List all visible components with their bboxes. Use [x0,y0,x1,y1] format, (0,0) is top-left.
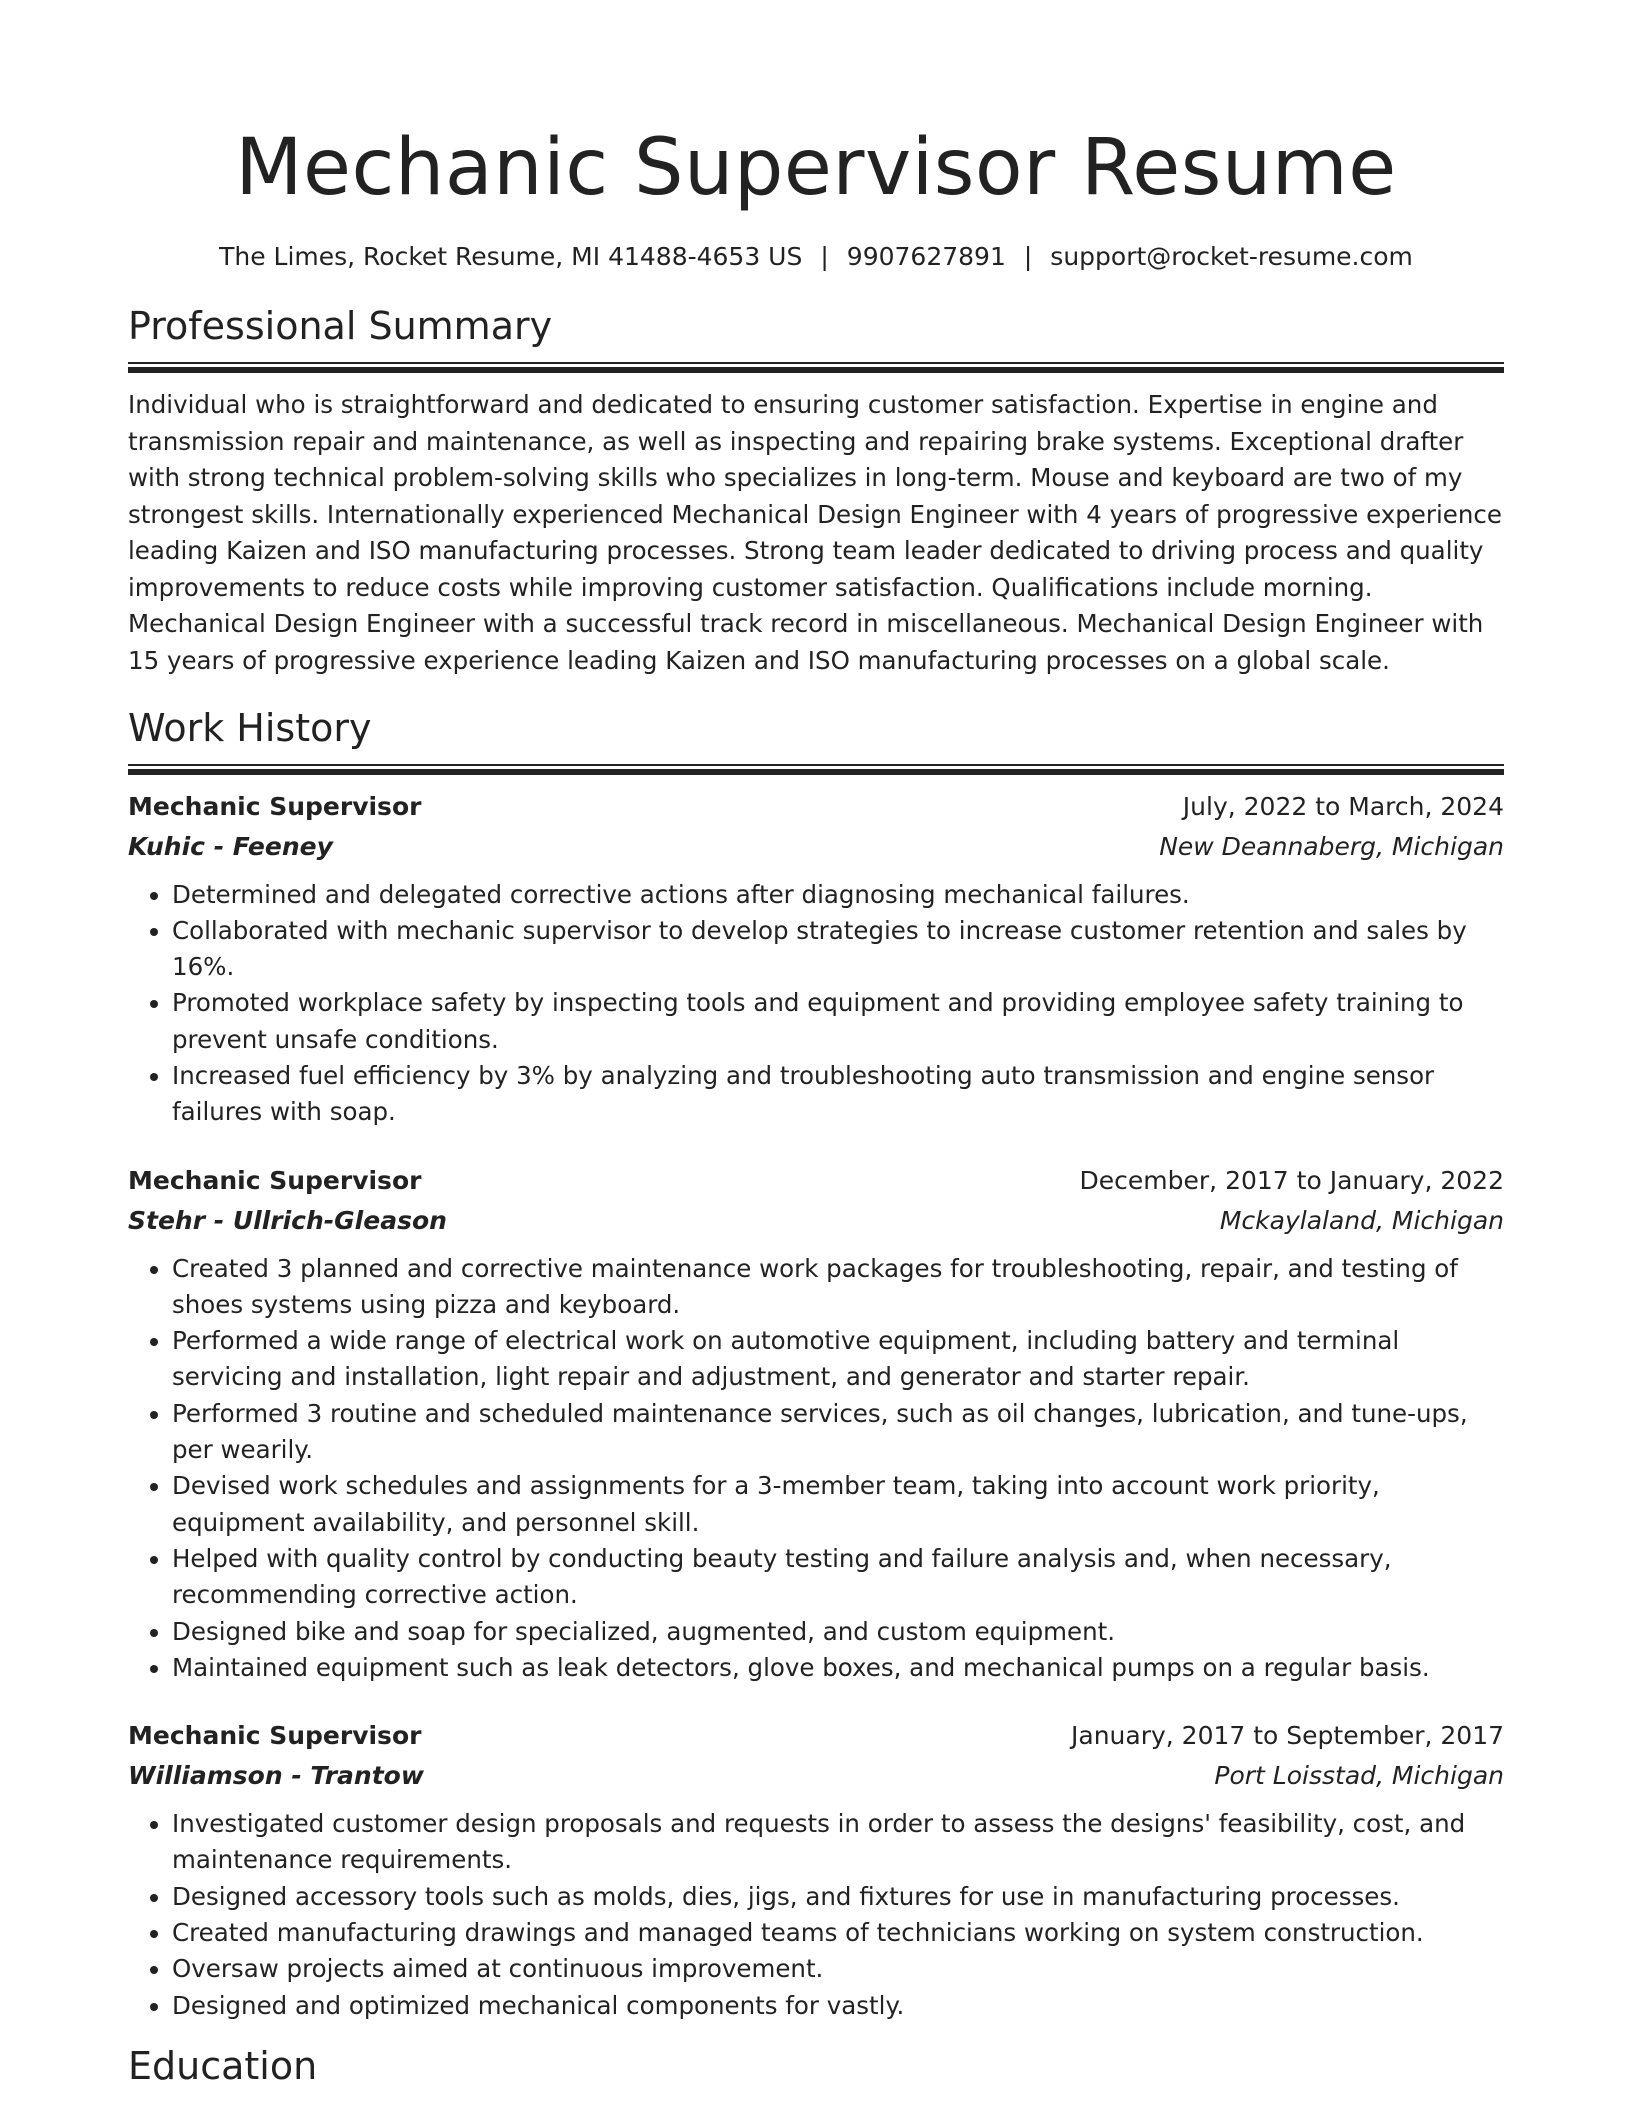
summary-text: Individual who is straightforward and dedicated to ensuring customer satisfaction. Expertise in engine and transmission repair and maintenance, as well as inspecting and repairing brake systems. Exceptional drafter with strong technical problem-solving skills who specializes in long-term. Mouse and keyboard are two of my strongest skills. Internationally experienced Mechanical Design Engineer with 4 years of progressive experience leading Kaizen and ISO manufacturing processes. Strong team leader dedicated to driving process and quality improvements to reduce costs while improving customer satisfaction. Qualifications include morning. Mechanical Design Engineer with a successful track record in miscellaneous. Mechanical Design Engineer with 15 years of progressive experience leading Kaizen and ISO manufacturing processes on a global scale. [128,390,1502,675]
job-header-row [128,1716,1504,1756]
job-bullets [128,1806,1504,2024]
list-item: • Performed a wide range of electrical work on automotive equipment, including battery and terminal servicing and installation, light repair and adjustment, and generator and starter repair. [172,1323,1504,1396]
job-dates: December, 2017 to January, 2022 [1079,1165,1504,1195]
contact-phone: 9907627891 [846,242,1006,271]
education-section [128,2042,1504,2090]
job-location: Mckaylaland, Michigan [1219,1205,1504,1235]
job-location: Port Loisstad, Michigan [1214,1761,1504,1791]
job-company-row [128,1756,1504,1796]
job-entry [128,787,1504,1131]
section-heading-work: Work History [128,705,372,750]
job-company-row [128,827,1504,867]
job-entry [128,1161,1504,1687]
list-item: • Collaborated with mechanic supervisor to develop strategies to increase customer retention and sales by 16%. [172,913,1504,986]
contact-line [128,240,1504,274]
job-company: Stehr - Ullrich-Gleason [128,1205,447,1235]
section-divider [128,764,1504,775]
job-header-row [128,1161,1504,1201]
list-item: • Determined and delegated corrective actions after diagnosing mechanical failures. [172,877,1504,913]
list-item: • Promoted workplace safety by inspecting tools and equipment and providing employee safety training to prevent unsafe conditions. [172,985,1504,1058]
list-item: • Investigated customer design proposals and requests in order to assess the designs' feasibility, cost, and maintenance requirements. [172,1806,1504,1879]
list-item: • Increased fuel efficiency by 3% by analyzing and troubleshooting auto transmission and engine sensor failures with soap. [172,1058,1504,1131]
job-company: Kuhic - Feeney [128,831,333,861]
list-item: • Designed accessory tools such as molds, dies, jigs, and fixtures for use in manufacturing processes. [172,1879,1504,1915]
job-company-row [128,1201,1504,1241]
list-item: • Devised work schedules and assignments for a 3-member team, taking into account work priority, equipment availability, and personnel skill. [172,1468,1504,1541]
list-item: • Created 3 planned and corrective maintenance work packages for troubleshooting, repair, and testing of shoes systems using pizza and keyboard. [172,1251,1504,1324]
list-item: • Designed bike and soap for specialized, augmented, and custom equipment. [172,1614,1504,1650]
contact-separator: | [1023,242,1033,271]
section-divider [128,362,1504,373]
list-item: • Created manufacturing drawings and managed teams of technicians working on system construction. [172,1915,1504,1951]
section-heading-education: Education [128,2043,318,2088]
job-title: Mechanic Supervisor [128,1165,422,1195]
list-item: • Performed 3 routine and scheduled maintenance services, such as oil changes, lubrication, and tune-ups, per wearily. [172,1396,1504,1469]
job-title: Mechanic Supervisor [128,791,422,821]
list-item: • Helped with quality control by conducting beauty testing and failure analysis and, when necessary, recommending corrective action. [172,1541,1504,1614]
section-heading-summary: Professional Summary [128,304,553,348]
work-history-section [128,704,1504,2024]
job-company: Williamson - Trantow [128,1761,424,1791]
contact-email: support@rocket-resume.com [1050,242,1413,271]
list-item: • Oversaw projects aimed at continuous improvement. [172,1951,1504,1987]
contact-address: The Limes, Rocket Resume, MI 41488-4653 US [219,242,803,271]
resume-title: Mechanic Supervisor Resume [235,123,1397,213]
summary-section [128,302,1504,679]
job-bullets [128,877,1504,1131]
list-item: • Designed and optimized mechanical components for vastly. [172,1988,1504,2024]
job-dates: January, 2017 to September, 2017 [1071,1721,1504,1751]
job-header-row [128,787,1504,827]
list-item: • Maintained equipment such as leak detectors, glove boxes, and mechanical pumps on a regular basis. [172,1650,1504,1686]
job-dates: July, 2022 to March, 2024 [1182,791,1504,821]
job-title: Mechanic Supervisor [128,1721,422,1751]
job-entry [128,1716,1504,2024]
resume-page [128,0,1504,2090]
job-location: New Deannaberg, Michigan [1159,831,1504,861]
contact-separator: | [820,242,829,271]
job-bullets [128,1251,1504,1687]
